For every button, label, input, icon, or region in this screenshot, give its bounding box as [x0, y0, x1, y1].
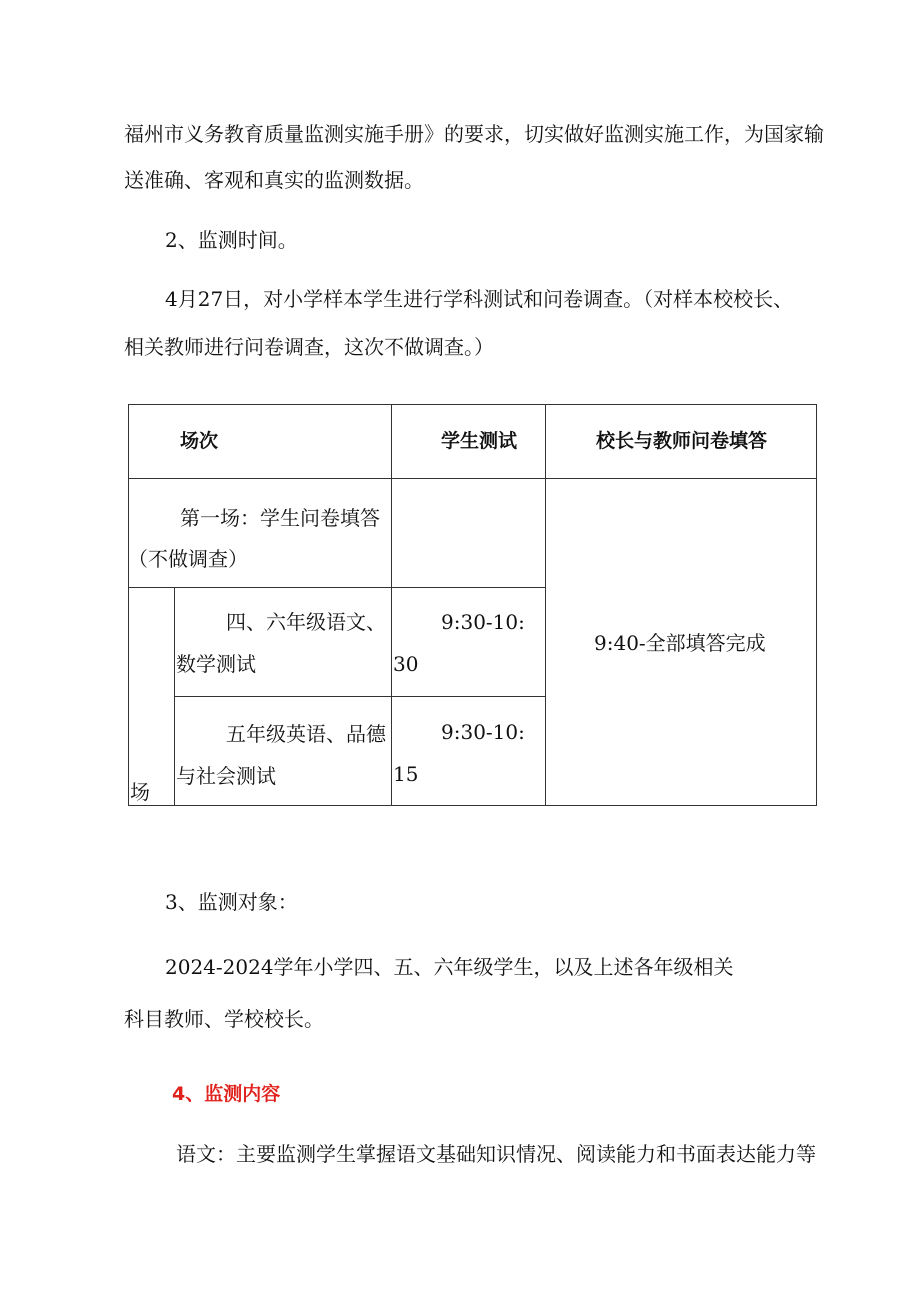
table-header-questionnaire: 校长与教师问卷填答: [596, 430, 768, 452]
section-heading-3: 3、监测对象：: [165, 890, 298, 914]
table-cell-group-label: 场: [130, 780, 150, 804]
paragraph-line: 4月27日，对小学样本学生进行学科测试和问卷调查。（对样本校校长、: [165, 287, 794, 311]
table-border: [391, 404, 392, 806]
table-cell-session-1: 第一场：学生问卷填答: [180, 506, 380, 530]
section-heading-2: 2、监测时间。: [165, 228, 298, 252]
paragraph-line: 科目教师、学校校长。: [124, 1007, 324, 1031]
section-heading-4: 4、监测内容: [172, 1083, 281, 1105]
table-header-session: 场次: [180, 430, 219, 452]
table-border: [128, 404, 817, 405]
table-border: [545, 404, 546, 806]
paragraph-line: 送准确、客观和真实的监测数据。: [124, 168, 424, 192]
table-border: [174, 587, 175, 806]
table-border: [128, 805, 817, 806]
table-cell-subject: 四、六年级语文、: [226, 610, 386, 634]
table-cell-subject: 与社会测试: [176, 764, 276, 788]
table-cell-subject: 数学测试: [176, 652, 256, 676]
paragraph-line: 2024-2024学年小学四、五、六年级学生，以及上述各年级相关: [165, 955, 734, 979]
table-border: [174, 696, 546, 697]
table-cell-time: 30: [393, 652, 419, 676]
paragraph-line: 相关教师进行问卷调查，这次不做调查。）: [124, 335, 494, 359]
table-cell-time: 15: [393, 762, 419, 786]
table-cell-questionnaire-time: 9:40-全部填答完成: [594, 631, 766, 655]
table-cell-time: 9:30-10:: [441, 610, 525, 634]
table-cell-subject: 五年级英语、品德: [226, 722, 386, 746]
paragraph-line: 福州市义务教育质量监测实施手册》的要求，切实做好监测实施工作，为国家输: [124, 122, 824, 146]
table-cell-session-1-note: （不做调查）: [128, 547, 248, 571]
table-border: [128, 587, 546, 588]
paragraph-line: 语文：主要监测学生掌握语文基础知识情况、阅读能力和书面表达能力等: [176, 1142, 816, 1166]
table-border: [128, 404, 129, 806]
table-header-student-test: 学生测试: [441, 430, 518, 452]
table-border: [128, 478, 817, 479]
table-border: [816, 404, 817, 806]
table-cell-time: 9:30-10:: [441, 720, 525, 744]
